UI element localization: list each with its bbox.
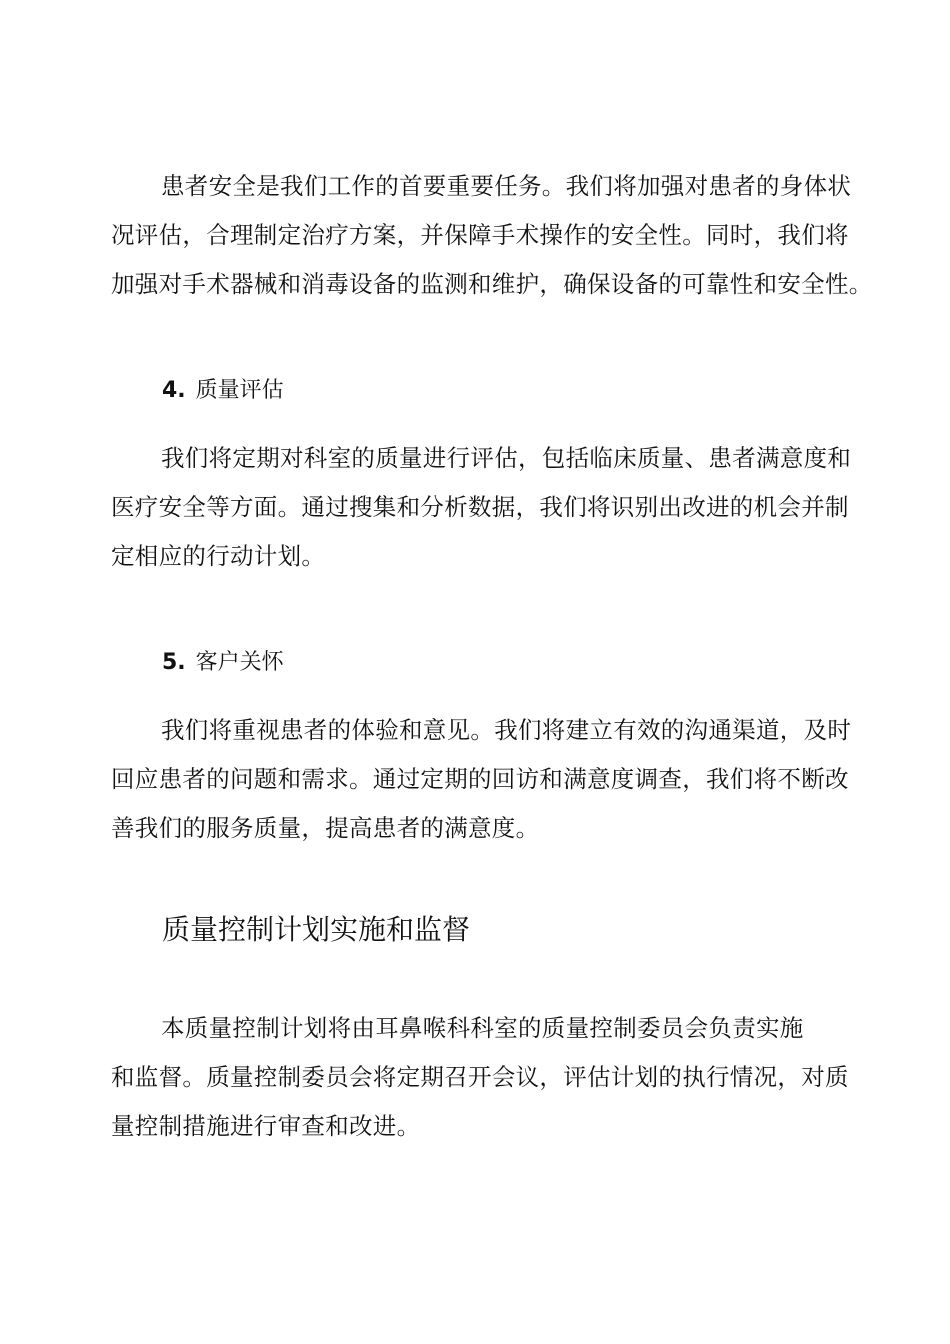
- section-title: 质量控制计划实施和监督: [162, 913, 471, 946]
- paragraph-line: 我们将重视患者的体验和意见。我们将建立有效的沟通渠道，及时: [161, 716, 852, 744]
- paragraph-line: 善我们的服务质量，提高患者的满意度。: [111, 814, 540, 842]
- paragraph-quality-assessment: [111, 434, 861, 581]
- paragraph-line: 加强对手术器械和消毒设备的监测和维护，确保设备的可靠性和安全性。: [111, 270, 873, 298]
- paragraph-implementation: [111, 1004, 861, 1151]
- paragraph-line: 和监督。质量控制委员会将定期召开会议，评估计划的执行情况，对质: [111, 1063, 849, 1091]
- paragraph-line: 我们将定期对科室的质量进行评估，包括临床质量、患者满意度和: [161, 444, 852, 472]
- heading-text: 客户关怀: [195, 650, 284, 675]
- heading-quality-assessment: [162, 376, 284, 406]
- heading-number: 5.: [162, 650, 186, 675]
- paragraph-line: 况评估，合理制定治疗方案，并保障手术操作的安全性。同时，我们将: [111, 221, 849, 249]
- paragraph-line: 本质量控制计划将由耳鼻喉科科室的质量控制委员会负责实施: [161, 1014, 804, 1042]
- paragraph-line: 患者安全是我们工作的首要重要任务。我们将加强对患者的身体状: [161, 172, 852, 200]
- paragraph-line: 回应患者的问题和需求。通过定期的回访和满意度调查，我们将不断改: [111, 765, 849, 793]
- paragraph-line: 量控制措施进行审查和改进。: [111, 1112, 421, 1140]
- paragraph-line: 定相应的行动计划。: [111, 542, 326, 570]
- heading-customer-care: [162, 648, 284, 678]
- heading-number: 4.: [162, 378, 186, 403]
- paragraph-patient-safety: [111, 162, 873, 309]
- paragraph-line: 医疗安全等方面。通过搜集和分析数据，我们将识别出改进的机会并制: [111, 493, 849, 521]
- paragraph-customer-care: [111, 706, 861, 853]
- heading-text: 质量评估: [195, 378, 284, 403]
